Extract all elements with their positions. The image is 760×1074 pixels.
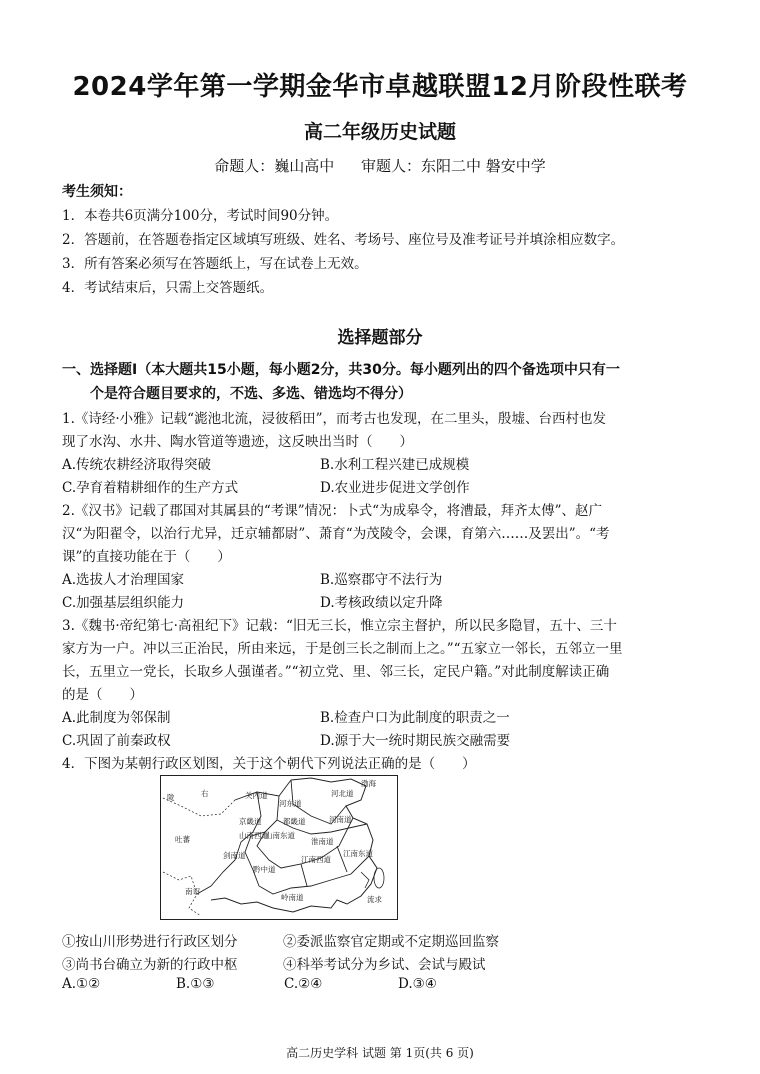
proposer-label: 命题人：巍山高中: [214, 157, 335, 175]
map-label: 江南东道: [343, 849, 373, 858]
map-label: 吐蕃: [175, 835, 190, 844]
notice-item: 1．本卷共6页满分100分，考试时间90分钟。: [62, 208, 339, 224]
question-3-option-c: C.巩固了前秦政权: [62, 733, 171, 749]
notice-item: 2．答题前，在答题卷指定区域填写班级、姓名、考场号、座位号及准考证号并填涂相应数字。: [62, 232, 625, 248]
question-4-statement-1: ①按山川形势进行行政区划分: [62, 934, 238, 950]
question-4-option-c: C.②④: [284, 976, 323, 992]
map-label: 山南东道: [265, 831, 295, 840]
question-1-option-d: D.农业进步促进文学创作: [320, 480, 470, 496]
question-2-option-d: D.考核政绩以定升降: [320, 595, 443, 611]
question-2-option-a: A.选拔人才治理国家: [62, 572, 185, 588]
question-1-option-a: A.传统农耕经济取得突破: [62, 457, 212, 473]
map-label: 淮南道: [311, 837, 334, 846]
question-3-option-b: B.检查户口为此制度的职责之一: [320, 710, 510, 726]
question-2-line: 课”的直接功能在于（ ）: [62, 549, 231, 565]
question-4-option-b: B.①③: [176, 976, 215, 992]
question-2-option-b: B.巡察郡守不法行为: [320, 572, 443, 588]
map-label: 都畿道: [283, 817, 306, 826]
admin-map: [160, 775, 398, 920]
admin-map-drawing: [161, 776, 397, 919]
map-label: 右: [201, 789, 209, 798]
question-3-line: 家方为一户。冲以三正治民，所由来远，于是创三长之制而上之。”“五家立一邻长，五邻立一里: [62, 641, 623, 657]
question-1-line: 1.《诗经·小雅》记载“滮池北流，浸彼稻田”，而考古也发现，在二里头，殷墟、台西村也发: [62, 411, 606, 427]
map-label: 关内道: [245, 791, 268, 800]
notice-item: 4．考试结束后，只需上交答题纸。: [62, 280, 274, 296]
map-label: 渤海: [361, 779, 376, 788]
question-1-option-b: B.水利工程兴建已成规模: [320, 457, 470, 473]
question-4-statement-4: ④科举考试分为乡试、会试与殿试: [283, 957, 486, 973]
question-3-option-d: D.源于大一统时期民族交融需要: [320, 733, 511, 749]
page-footer: 高二历史学科 试题 第 1页(共 6 页): [286, 1046, 474, 1060]
map-label: 山南西道: [239, 831, 269, 840]
map-label: 江南西道: [301, 855, 331, 864]
map-label: 南诏: [185, 887, 200, 896]
question-2-line: 汉“为阳翟令，以治行尤异，迁京辅都尉”、萧育“为茂陵令，会课，育第六……及罢出”。“考: [62, 526, 610, 542]
map-label: 河北道: [331, 789, 354, 798]
question-2-line: 2.《汉书》记载了郡国对其属县的“考课”情况：卜式“为成皋令，将漕最，拜齐太傅”、赵广: [62, 503, 602, 519]
map-label: 黔中道: [253, 865, 276, 874]
part-heading: 一、选择题Ⅰ（本大题共15小题，每小题2分，共30分。每小题列出的四个备选项中只有一: [62, 362, 620, 378]
question-4-statement-2: ②委派监察官定期或不定期巡回监察: [283, 934, 499, 950]
map-label: 剑南道: [223, 851, 246, 860]
reviewer-label: 审题人：东阳二中 磐安中学: [361, 157, 546, 175]
question-4-line: 4．下图为某朝行政区划图，关于这个朝代下列说法正确的是（ ）: [62, 756, 476, 772]
map-label: 流求: [367, 895, 382, 904]
map-label: 岭南道: [281, 893, 304, 902]
map-label: 京畿道: [239, 817, 262, 826]
question-1-line: 现了水沟、水井、陶水管道等遗迹，这反映出当时（ ）: [62, 434, 413, 450]
notice-item: 3．所有答案必须写在答题纸上，写在试卷上无效。: [62, 256, 368, 272]
question-3-line: 3.《魏书·帝纪第七·高祖纪下》记载：“旧无三长，惟立宗主督护，所以民多隐冒，五十、三十: [62, 618, 617, 634]
question-3-option-a: A.此制度为邻保制: [62, 710, 171, 726]
question-3-line: 的是（ ）: [62, 687, 143, 703]
exam-subtitle: 高二年级历史试题: [303, 121, 456, 143]
map-label: 河南道: [329, 815, 352, 824]
question-4-option-d: D.③④: [398, 976, 437, 992]
question-4-statement-3: ③尚书台确立为新的行政中枢: [62, 957, 238, 973]
part-heading-cont: 个是符合题目要求的，不选、多选、错选均不得分）: [90, 386, 412, 402]
question-2-option-c: C.加强基层组织能力: [62, 595, 185, 611]
notice-title: 考生须知：: [62, 184, 132, 200]
map-label: 陇: [167, 793, 175, 802]
question-1-option-c: C.孕育着精耕细作的生产方式: [62, 480, 239, 496]
map-label: 河东道: [279, 799, 302, 808]
exam-authors: [0, 155, 760, 176]
exam-title: 2024学年第一学期金华市卓越联盟12月阶段性联考: [72, 72, 688, 102]
question-3-line: 长，五里立一党长，长取乡人强谨者。”“初立党、里、邻三长，定民户籍。”对此制度解读正确: [62, 664, 610, 680]
section-title: 选择题部分: [337, 328, 423, 348]
question-4-option-a: A.①②: [62, 976, 101, 992]
